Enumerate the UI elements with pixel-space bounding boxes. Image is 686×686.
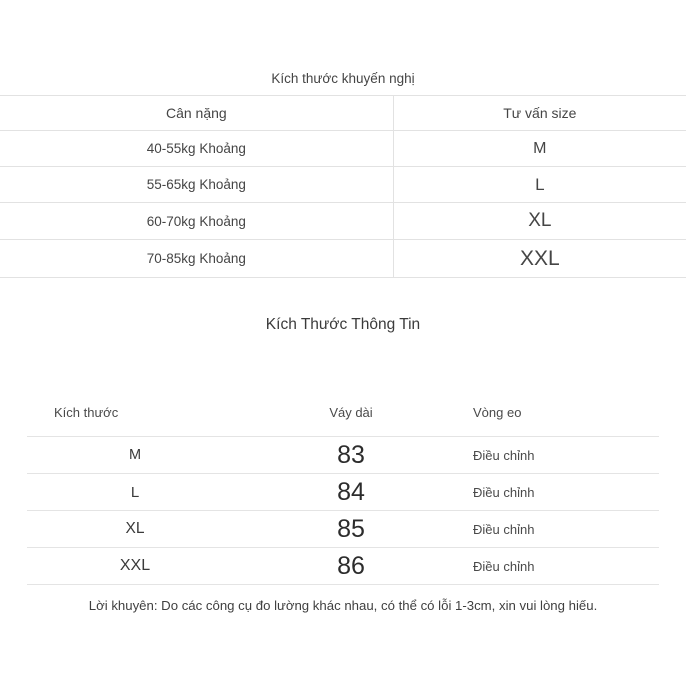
table-row: [0, 203, 686, 240]
table-row-title: [0, 62, 686, 96]
table-row: [0, 167, 686, 203]
weight-range-value: 70-85kg Khoảng: [0, 240, 393, 278]
recommended-size-table: [0, 62, 686, 278]
detail-waist-value: Điều chỉnh: [459, 437, 659, 474]
column-header-waist: Vòng eo: [473, 404, 522, 420]
detail-waist-value: Điều chỉnh: [459, 548, 659, 585]
detail-waist-value: Điều chỉnh: [459, 474, 659, 511]
size-value: L: [393, 167, 686, 203]
size-detail-table: [27, 393, 659, 585]
detail-size-value: XXL: [27, 548, 243, 585]
detail-size-value: XL: [27, 511, 243, 548]
table-row: [27, 511, 659, 548]
size-value: XXL: [393, 240, 686, 278]
column-header-skirt-length: Váy dài: [329, 404, 373, 420]
detail-length-value: 85: [243, 511, 459, 548]
detail-size-value: L: [27, 474, 243, 511]
column-header-size-advice: Tư vấn size: [393, 96, 686, 131]
table-row: [0, 240, 686, 278]
column-header-size: Kích thước: [54, 404, 119, 420]
detail-section-heading: Kích Thước Thông Tin: [265, 316, 421, 333]
table-row: [0, 131, 686, 167]
size-value: XL: [393, 203, 686, 240]
column-header-weight: Cân nặng: [0, 96, 393, 131]
detail-length-value: 83: [243, 437, 459, 474]
detail-length-value: 86: [243, 548, 459, 585]
weight-range-value: 60-70kg Khoảng: [0, 203, 393, 240]
detail-waist-value: Điều chỉnh: [459, 511, 659, 548]
measurement-disclaimer: Lời khuyên: Do các công cụ đo lường khác nhau, có thể có lỗi 1-3cm, xin vui lòng hiếu.: [88, 598, 598, 613]
detail-size-value: M: [27, 437, 243, 474]
table-row-header: [27, 393, 659, 437]
table-row: [27, 548, 659, 585]
table-row: [27, 474, 659, 511]
recommended-table-title: Kích thước khuyến nghị: [0, 62, 686, 96]
table-row: [27, 437, 659, 474]
weight-range-value: 55-65kg Khoảng: [0, 167, 393, 203]
detail-length-value: 84: [243, 474, 459, 511]
size-value: M: [393, 131, 686, 167]
table-row-header: [0, 96, 686, 131]
weight-range-value: 40-55kg Khoảng: [0, 131, 393, 167]
